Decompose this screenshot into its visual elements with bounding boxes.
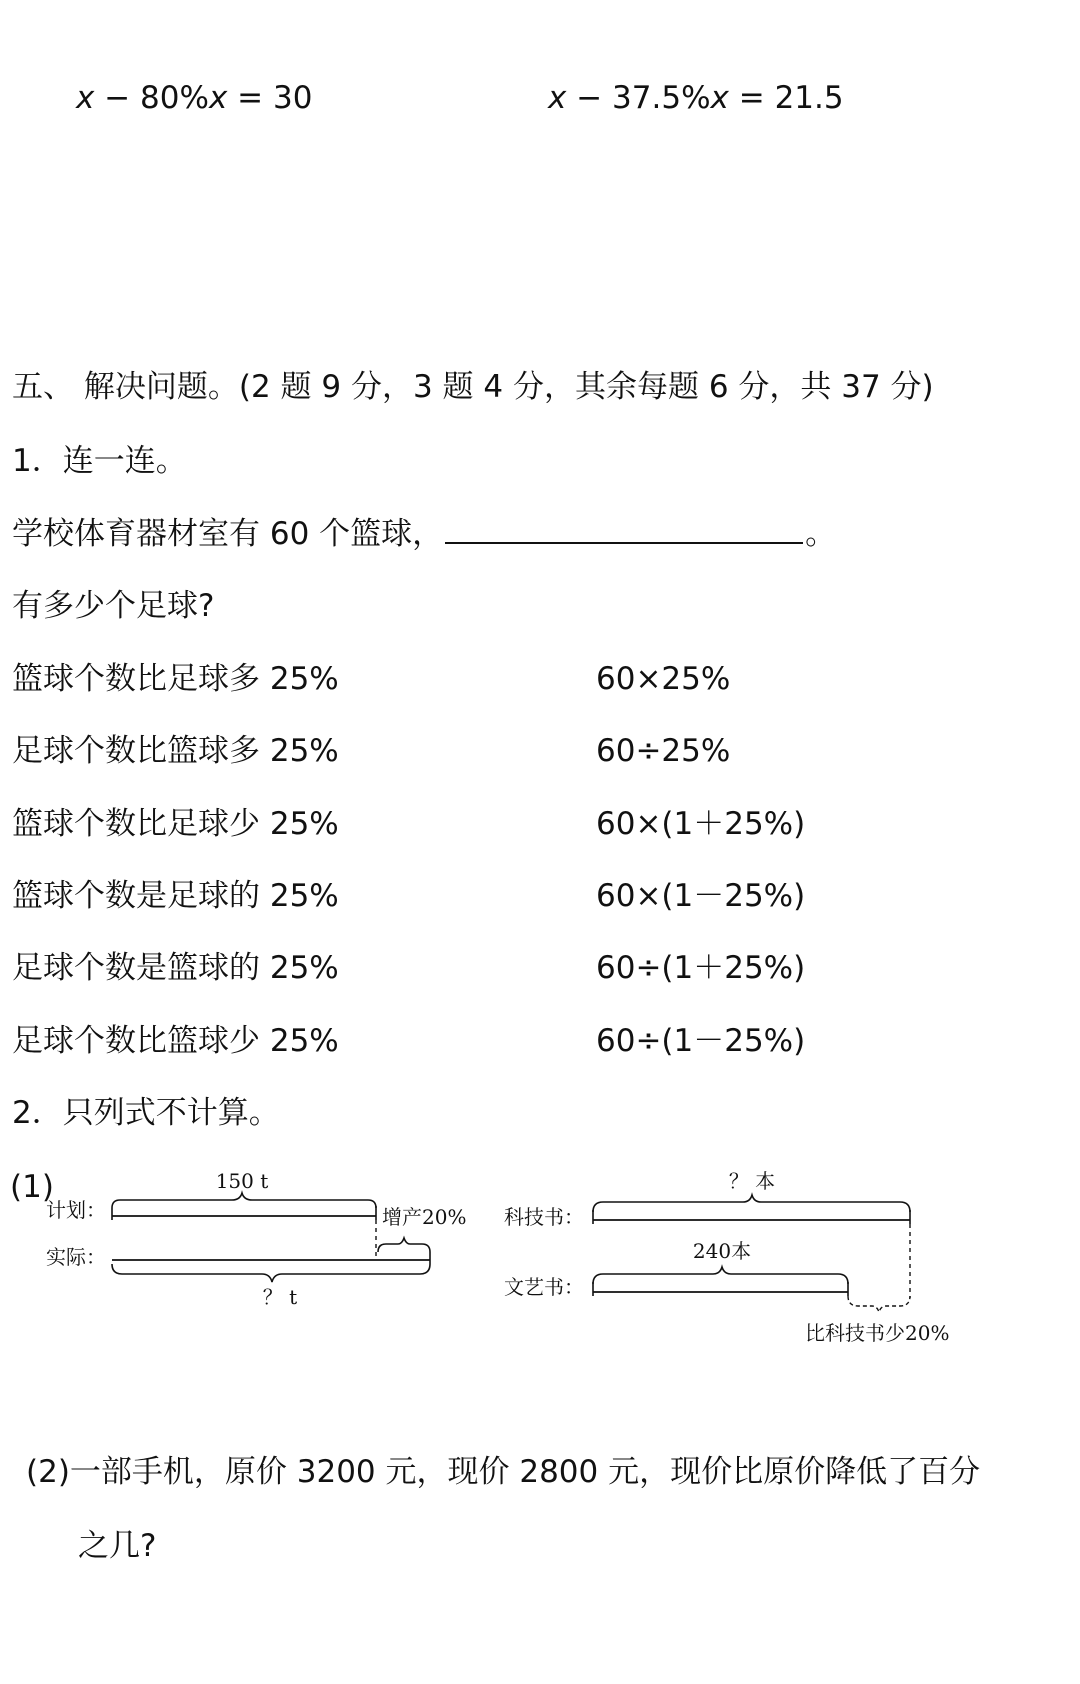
equation-1	[76, 80, 312, 116]
production-diagram	[0, 1160, 520, 1320]
right-item[interactable]: 60×(1－25%)	[596, 878, 806, 914]
increase-label: 增产20%	[382, 1205, 467, 1229]
art-label: 文艺书：	[504, 1275, 584, 1299]
left-item[interactable]: 篮球个数比足球少 25%	[12, 806, 339, 842]
q1-stem-end: 。	[805, 516, 837, 552]
books-diagram	[500, 1160, 1000, 1350]
eq2-var2: x	[710, 80, 729, 116]
eq1-var: x	[76, 80, 95, 116]
increase-brace	[378, 1238, 430, 1252]
q2-title: 2．只列式不计算。	[12, 1095, 280, 1131]
science-label: 科技书：	[504, 1205, 584, 1229]
eq1-var2: x	[208, 80, 228, 116]
books-mid-brace	[593, 1267, 848, 1284]
q1-title: 1．连一连。	[12, 443, 187, 479]
plan-label: 计划：	[46, 1198, 106, 1222]
diagram-bottom-label: ？ t	[262, 1285, 298, 1309]
left-item[interactable]: 足球个数是篮球的 25%	[12, 950, 339, 986]
eq2-rhs: = 21.5	[728, 80, 844, 116]
eq2-mid: − 37.5%	[566, 80, 711, 116]
actual-label: 实际：	[46, 1245, 106, 1269]
equation-2	[548, 80, 844, 116]
right-item[interactable]: 60÷(1＋25%)	[596, 950, 806, 986]
q1-ask: 有多少个足球?	[12, 588, 215, 624]
left-item[interactable]: 篮球个数比足球多 25%	[12, 661, 339, 697]
decrease-note: 比科技书少20%	[805, 1321, 950, 1345]
eq1-rhs: = 30	[227, 80, 313, 116]
left-item[interactable]: 篮球个数是足球的 25%	[12, 878, 339, 914]
q1-stem-text: 学校体育器材室有 60 个篮球，	[12, 516, 444, 552]
q2-sub2-line1: (2)一部手机，原价 3200 元，现价 2800 元，现价比原价降低了百分	[26, 1454, 981, 1490]
right-item[interactable]: 60×(1＋25%)	[596, 806, 806, 842]
left-item[interactable]: 足球个数比篮球少 25%	[12, 1023, 339, 1059]
q1-stem	[12, 514, 836, 554]
right-item[interactable]: 60÷25%	[596, 733, 731, 769]
eq2-var: x	[548, 80, 567, 116]
books-top-label: ？ 本	[728, 1169, 776, 1193]
eq1-mid: − 80%	[94, 80, 209, 116]
q2-sub2-line2: 之几?	[78, 1528, 157, 1564]
books-top-brace	[593, 1195, 910, 1212]
left-item[interactable]: 足球个数比篮球多 25%	[12, 733, 339, 769]
right-item[interactable]: 60×25%	[596, 661, 731, 697]
top-brace	[112, 1193, 376, 1208]
q2-sub1-label: (1)	[10, 1169, 54, 1205]
books-mid-label: 240本	[692, 1239, 752, 1263]
section-heading: 五、 解决问题。(2 题 9 分，3 题 4 分，其余每题 6 分，共 37 分)	[12, 369, 934, 405]
bottom-brace	[112, 1264, 430, 1282]
right-item[interactable]: 60÷(1－25%)	[596, 1023, 806, 1059]
decrease-brace	[848, 1296, 910, 1312]
diagram-top-label: 150 t	[215, 1169, 269, 1193]
answer-blank[interactable]	[445, 518, 803, 544]
